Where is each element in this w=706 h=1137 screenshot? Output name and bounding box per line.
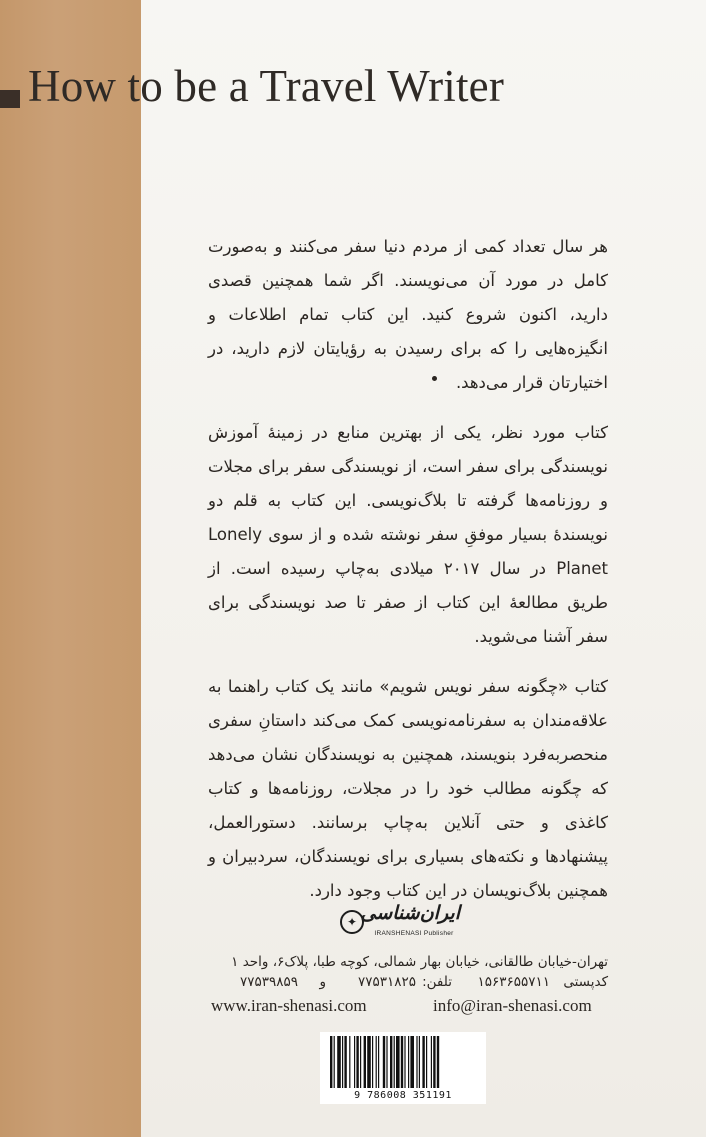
barcode-bar xyxy=(401,1036,403,1088)
barcode-bar xyxy=(378,1036,379,1088)
barcode-bar xyxy=(360,1036,361,1088)
barcode-bar xyxy=(419,1036,420,1088)
isbn-barcode xyxy=(320,1032,486,1104)
barcode-bar xyxy=(349,1036,350,1088)
barcode-bar xyxy=(404,1036,405,1088)
barcode-bar xyxy=(367,1036,371,1088)
book-title: How to be a Travel Writer xyxy=(28,61,505,111)
barcode-bar xyxy=(330,1036,332,1088)
barcode-bar xyxy=(337,1036,341,1088)
barcode-bar xyxy=(356,1036,358,1088)
barcode-bar xyxy=(396,1036,400,1088)
barcode-bar xyxy=(383,1036,385,1088)
phone-2: ۷۷۵۳۹۸۵۹ xyxy=(239,974,298,990)
ink-dot xyxy=(432,376,437,381)
blurb-paragraph-2: کتاب مورد نظر، یکی از بهترین منابع در زمینهٔ آموزش نویسندگی برای سفر است، از نویسندگی سفر برای مجلات و روزنامه‌ها گرفته تا بلاگ‌نویسی. این کتاب به قلم دو نویسندهٔ بسیار موفقِ سفر نوشته شده و از سوی Lonely Planet در سال ۲۰۱۷ میلادی به‌چاپ رسیده است. از طریق مطالعهٔ این کتاب از صفر تا صد نویسندگی برای سفر آشنا می‌شوید. xyxy=(208,423,608,646)
publisher-address: تهران-خیابان طالقانی، خیابان بهار شمالی، کوچه طبا، پلاک۶، واحد ۱ xyxy=(231,954,608,970)
barcode-bar xyxy=(408,1036,409,1088)
publisher-logo xyxy=(340,902,458,942)
barcode-bar xyxy=(376,1036,377,1088)
barcode-bar xyxy=(422,1036,424,1088)
spine-strip xyxy=(0,0,141,1137)
publisher-email[interactable]: info@iran-shenasi.com xyxy=(433,996,592,1015)
barcode-bar xyxy=(386,1036,387,1088)
barcode-bar xyxy=(433,1036,435,1088)
barcode-bar xyxy=(364,1036,366,1088)
barcode-bar xyxy=(372,1036,373,1088)
publisher-website[interactable]: www.iran-shenasi.com xyxy=(211,996,367,1015)
postcode-value: ۱۵۶۳۶۵۵۷۱۱ xyxy=(477,974,550,990)
publisher-logo-text: ایران‌شناسی xyxy=(360,902,460,924)
phone-1: ۷۷۵۳۱۸۲۵ xyxy=(357,974,416,990)
blurb xyxy=(208,230,608,924)
publisher-contact-numbers xyxy=(210,974,608,993)
barcode-bar xyxy=(410,1036,414,1088)
barcode-bar xyxy=(390,1036,392,1088)
phone-label: تلفن: xyxy=(422,974,452,990)
barcode-bar xyxy=(394,1036,395,1088)
phone-and: و xyxy=(319,974,326,990)
barcode-bar xyxy=(334,1036,335,1088)
barcode-bars xyxy=(330,1036,476,1088)
spine-marker xyxy=(0,90,20,108)
barcode-bar xyxy=(437,1036,439,1088)
blurb-paragraph-3: کتاب «چگونه سفر نویس شویم» مانند یک کتاب راهنما به علاقه‌مندان به سفرنامه‌نویسی کمک می‌کند داستانِ سفری منحصربه‌فرد بنویسند، همچنین به نویسندگان نشان می‌دهد که چگونه مطالب خود را در مجلات، روزنامه‌ها و کتاب کاغذی و حتی آنلاین به‌چاپ برسانند. دستورالعمل، پیشنهادها و نکته‌های بسیاری برای نویسندگان، سردبیران و همچنین بلاگ‌نویسان در این کتاب وجود دارد. xyxy=(208,677,608,900)
barcode-bar xyxy=(416,1036,417,1088)
barcode-bar xyxy=(342,1036,343,1088)
barcode-bar xyxy=(344,1036,346,1088)
blurb-paragraph-1: هر سال تعداد کمی از مردم دنیا سفر می‌کنند و به‌صورت کامل در مورد آن می‌نویسند. اگر شما همچنین قصدی دارید، اکنون شروع کنید. این کتاب تمام اطلاعات و انگیزه‌هایی را که برای رسیدن به رؤیایتان لازم دارید، در اختیارتان قرار می‌دهد. xyxy=(208,237,608,392)
postcode-label: کدپستی xyxy=(563,974,608,990)
barcode-bar xyxy=(426,1036,427,1088)
barcode-bar xyxy=(354,1036,355,1088)
publisher-emblem-icon: ✦ xyxy=(340,910,364,934)
publisher-logo-subtitle: IRANSHENASI Publisher xyxy=(374,930,454,937)
isbn-number: 9 786008 351191 xyxy=(354,1090,452,1101)
barcode-bar xyxy=(431,1036,432,1088)
